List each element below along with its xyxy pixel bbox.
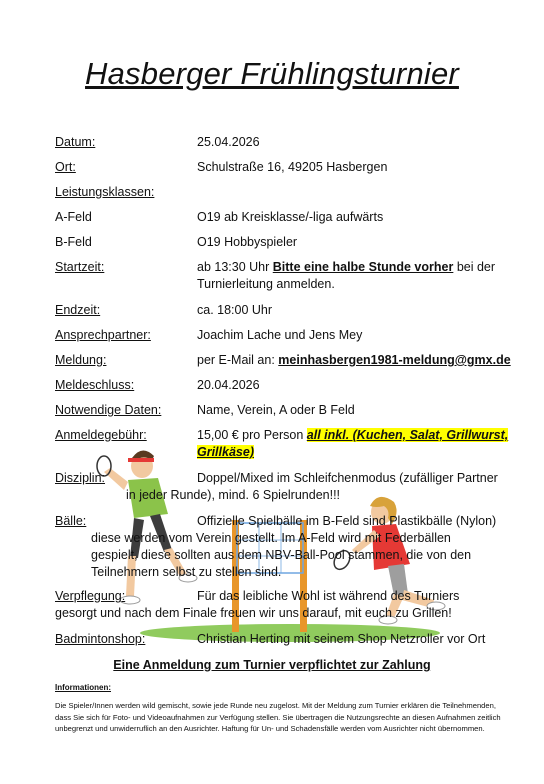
label-meldeschluss: Meldeschluss:	[55, 378, 135, 392]
gebuehr-price: 15,00 € pro Person	[197, 428, 307, 442]
value-datum: 25.04.2026	[197, 135, 260, 149]
label-ort: Ort:	[55, 160, 76, 174]
gebuehr-highlight-2: Grillkäse)	[197, 445, 254, 459]
label-startzeit: Startzeit:	[55, 260, 105, 274]
value-verpflegung-line2: gesorgt und nach dem Finale freuen wir uns darauf, mit euch zu Grillen!	[55, 606, 452, 620]
value-daten: Name, Verein, A oder B Feld	[197, 403, 355, 417]
label-endzeit: Endzeit:	[55, 303, 101, 317]
startzeit-time: ab 13:30 Uhr	[197, 260, 273, 274]
value-baelle-line2: diese werden vom Verein gestellt. Im A-Feld wird mit Federbällen	[91, 531, 451, 545]
value-baelle-line3: gespielt, diese sollten aus dem NBV-Ball-Pool stammen, die von den	[91, 548, 472, 562]
label-datum: Datum:	[55, 135, 96, 149]
value-baelle-line1: Offizielle Spielbälle im B-Feld sind Plastikbälle (Nylon)	[197, 514, 497, 528]
value-disziplin-line2: in jeder Runde), mind. 6 Spielrunden!!!	[126, 488, 341, 502]
value-baelle-line4: Teilnehmern selbst zu stellen sind.	[91, 565, 282, 579]
label-baelle: Bälle:	[55, 514, 87, 528]
value-endzeit: ca. 18:00 Uhr	[197, 303, 273, 317]
value-startzeit	[197, 260, 495, 274]
value-gebuehr	[197, 428, 508, 442]
label-leistungsklassen: Leistungsklassen:	[55, 185, 155, 199]
label-ansprechpartner: Ansprechpartner:	[55, 328, 151, 342]
info-text: Die Spieler/Innen werden wild gemischt, sowie jede Runde neu zugelost. Mit der Meldung zum Turnier erklären die Teilnehmenden, dass Sie sich für Foto- und Videoaufnahmen zur Verfügung stellen. Sie übertragen die Nutzungsrechte an diesen Aufnahmen zeitlich unbegrenzt und unwiderruflich an den Ausrichter. Haftung für Un- und Schadensfälle werden vom Ausrichter nicht übernommen.	[55, 701, 501, 733]
label-afeld: A-Feld	[55, 210, 92, 224]
gebuehr-highlight: all inkl. (Kuchen, Salat, Grillwurst,	[306, 428, 509, 442]
value-disziplin-line1: Doppel/Mixed im Schleifchenmodus (zufälliger Partner	[197, 471, 498, 485]
value-meldung	[197, 353, 511, 367]
value-gebuehr-line2	[197, 445, 254, 459]
page-title: Hasberger Frühlingsturnier	[85, 56, 459, 91]
value-startzeit-line2: Turnierleitung anmelden.	[197, 277, 335, 291]
label-daten: Notwendige Daten:	[55, 403, 162, 417]
label-gebuehr: Anmeldegebühr:	[55, 428, 147, 442]
badminton-player-male-illustration	[97, 450, 197, 604]
label-verpflegung: Verpflegung:	[55, 589, 126, 603]
meldung-pre: per E-Mail an:	[197, 353, 279, 367]
value-shop: Christian Herting mit seinem Shop Netzroller vor Ort	[197, 632, 486, 646]
label-meldung: Meldung:	[55, 353, 107, 367]
meldung-email-link[interactable]: meinhasbergen1981-meldung@gmx.de	[278, 353, 511, 367]
value-verpflegung-line1: Für das leibliche Wohl ist während des Turniers	[197, 589, 460, 603]
startzeit-hint: Bitte eine halbe Stunde vorher	[272, 260, 454, 274]
label-bfeld: B-Feld	[55, 235, 92, 249]
payment-notice: Eine Anmeldung zum Turnier verpflichtet zur Zahlung	[113, 658, 431, 672]
value-ort: Schulstraße 16, 49205 Hasbergen	[197, 160, 388, 174]
startzeit-post: bei der	[453, 260, 496, 274]
value-ansprechpartner: Joachim Lache und Jens Mey	[197, 328, 363, 342]
info-heading: Informationen:	[55, 683, 111, 692]
value-meldeschluss: 20.04.2026	[197, 378, 260, 392]
label-shop: Badmintonshop:	[55, 632, 146, 646]
label-disziplin: Disziplin:	[55, 471, 106, 485]
value-bfeld: O19 Hobbyspieler	[197, 235, 298, 249]
value-afeld: O19 ab Kreisklasse/-liga aufwärts	[197, 210, 384, 224]
